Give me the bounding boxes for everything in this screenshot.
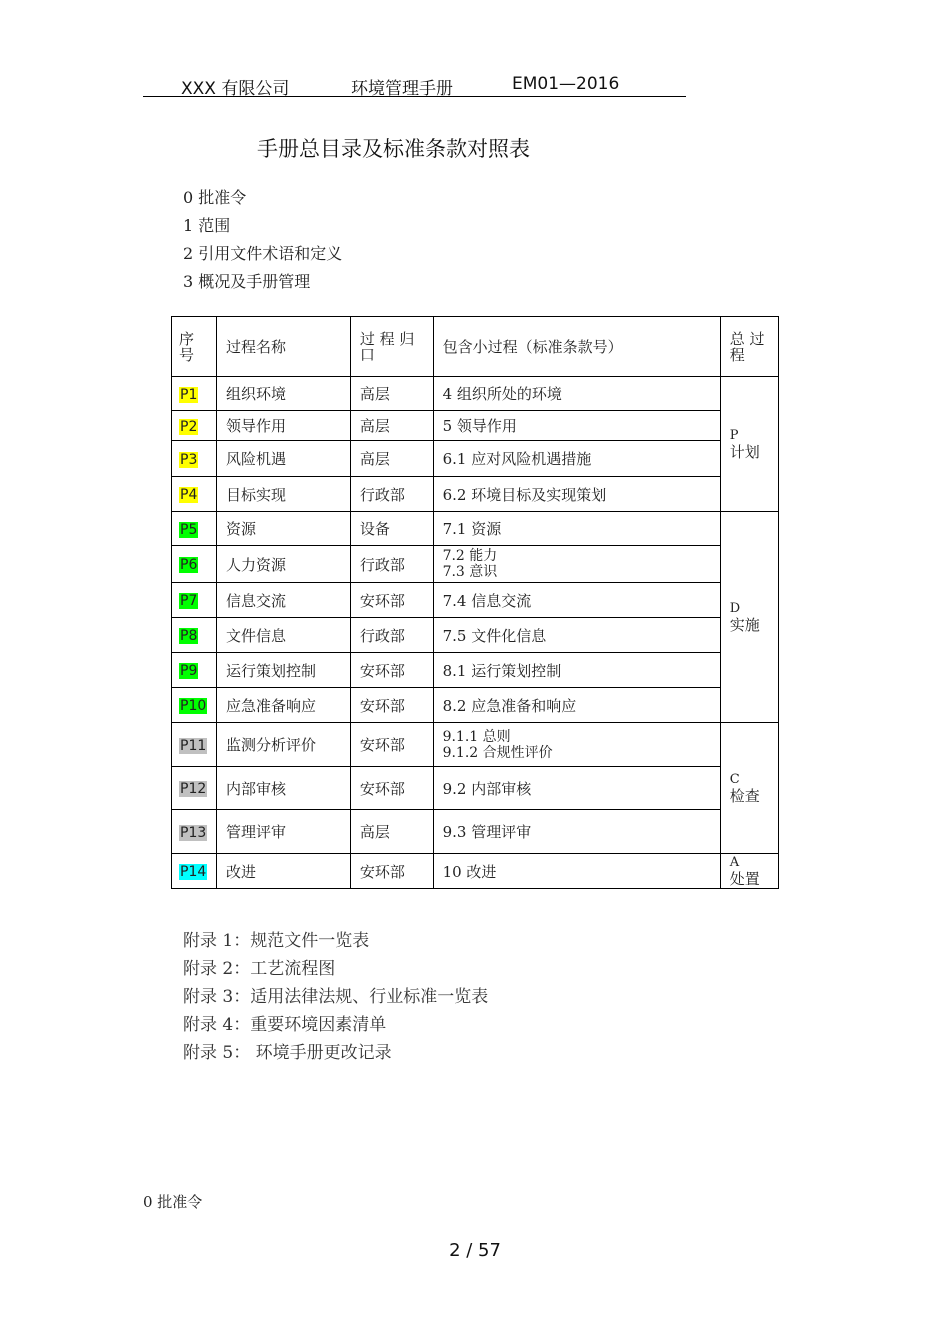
process-num-cell (172, 723, 217, 767)
subprocess-cell (433, 477, 720, 512)
phase-label: 实施 (729, 616, 760, 634)
process-num-cell (172, 411, 217, 441)
subprocess-clause: 5 领导作用 (442, 417, 517, 435)
process-number: P3 (180, 451, 198, 468)
table-row (172, 767, 779, 810)
phase-label: 计划 (729, 443, 760, 461)
table-row (172, 377, 779, 411)
process-num-cell (172, 618, 217, 653)
process-number: P14 (180, 864, 207, 880)
table-row (172, 477, 779, 512)
subprocess-cell (433, 653, 720, 688)
appendix-item: 附录 3：适用法律法规、行业标准一览表 (183, 987, 489, 1007)
table-of-contents (183, 184, 342, 296)
process-num-cell (172, 441, 217, 477)
table-row (172, 512, 779, 546)
process-name: 信息交流 (216, 583, 350, 618)
process-owner: 高层 (350, 810, 433, 854)
section-heading: 0 批准令 (143, 1193, 203, 1211)
toc-item: 3 概况及手册管理 (183, 272, 311, 291)
process-owner: 行政部 (350, 477, 433, 512)
process-number: P12 (180, 781, 207, 797)
subprocess-cell (433, 810, 720, 854)
process-number: P13 (180, 824, 207, 841)
process-number: P11 (180, 737, 207, 754)
phase-label: 处置 (729, 870, 760, 888)
process-name: 领导作用 (216, 411, 350, 441)
page-number: 2 / 57 (449, 1240, 501, 1261)
table-row (172, 441, 779, 477)
subprocess-cell (433, 767, 720, 810)
process-name: 应急准备响应 (216, 688, 350, 723)
phase-cell-D (720, 512, 778, 723)
table-row (172, 688, 779, 723)
subprocess-cell (433, 546, 720, 583)
subprocess-cell (433, 583, 720, 618)
process-num-cell (172, 377, 217, 411)
subprocess-clause: 9.2 内部审核 (442, 779, 532, 798)
col-header-subprocess: 包含小过程（标准条款号） (433, 317, 720, 377)
process-name: 监测分析评价 (216, 723, 350, 767)
table-row (172, 583, 779, 618)
header-company: XXX 有限公司 (181, 79, 290, 99)
table-row (172, 854, 779, 889)
table-row (172, 618, 779, 653)
col-header-owner: 过 程 归口 (350, 317, 433, 377)
phase-code: A (729, 855, 740, 870)
process-num-cell (172, 810, 217, 854)
process-owner: 高层 (350, 441, 433, 477)
document-title: 手册总目录及标准条款对照表 (257, 137, 530, 161)
process-number: P4 (180, 487, 198, 503)
subprocess-clause: 7.4 信息交流 (442, 591, 532, 610)
process-name: 人力资源 (216, 546, 350, 583)
phase-code: P (729, 428, 739, 443)
subprocess-cell (433, 377, 720, 411)
appendix-list (183, 927, 488, 1067)
process-owner: 行政部 (350, 546, 433, 583)
table-row (172, 653, 779, 688)
process-owner: 设备 (350, 512, 433, 546)
process-number: P5 (180, 521, 198, 538)
process-num-cell (172, 767, 217, 810)
subprocess-cell (433, 854, 720, 889)
process-name: 风险机遇 (216, 441, 350, 477)
process-name: 改进 (216, 854, 350, 889)
subprocess-clause: 7.3 意识 (442, 564, 498, 580)
table-header-row (172, 317, 779, 377)
appendix-item: 附录 1：规范文件一览表 (183, 931, 370, 951)
process-name: 内部审核 (216, 767, 350, 810)
phase-cell-C (720, 723, 778, 854)
appendix-item: 附录 4：重要环境因素清单 (183, 1015, 387, 1035)
subprocess-clause: 4 组织所处的环境 (442, 385, 562, 403)
phase-cell-A (720, 854, 778, 889)
col-header-name: 过程名称 (216, 317, 350, 377)
process-owner: 高层 (350, 377, 433, 411)
appendix-item: 附录 5： 环境手册更改记录 (183, 1043, 392, 1063)
subprocess-clause: 8.2 应急准备和响应 (442, 696, 577, 715)
subprocess-clause: 9.1.1 总则 (442, 728, 511, 745)
phase-label: 检查 (729, 787, 760, 805)
col-header-phase: 总 过程 (720, 317, 778, 377)
process-number: P2 (180, 418, 198, 435)
process-number: P6 (180, 557, 198, 573)
toc-item: 1 范围 (183, 216, 231, 235)
subprocess-clause: 7.2 能力 (442, 548, 498, 564)
table-row (172, 546, 779, 583)
process-number: P8 (180, 628, 198, 644)
process-num-cell (172, 546, 217, 583)
process-name: 运行策划控制 (216, 653, 350, 688)
process-owner: 安环部 (350, 653, 433, 688)
subprocess-clause: 10 改进 (442, 862, 497, 881)
process-number: P9 (180, 663, 198, 679)
subprocess-clause: 6.2 环境目标及实现策划 (442, 485, 607, 504)
process-owner: 安环部 (350, 583, 433, 618)
page-header (143, 74, 686, 97)
subprocess-clause: 7.5 文件化信息 (442, 626, 547, 645)
table-row (172, 723, 779, 767)
process-owner: 行政部 (350, 618, 433, 653)
subprocess-clause: 7.1 资源 (442, 520, 502, 538)
phase-cell-P (720, 377, 778, 512)
process-owner: 安环部 (350, 854, 433, 889)
process-name: 组织环境 (216, 377, 350, 411)
table-row (172, 810, 779, 854)
process-num-cell (172, 583, 217, 618)
subprocess-clause: 8.1 运行策划控制 (442, 661, 562, 680)
process-num-cell (172, 688, 217, 723)
process-name: 文件信息 (216, 618, 350, 653)
subprocess-clause: 6.1 应对风险机遇措施 (442, 450, 592, 468)
process-owner: 高层 (350, 411, 433, 441)
subprocess-cell (433, 688, 720, 723)
header-manual-name: 环境管理手册 (351, 79, 453, 99)
toc-item: 2 引用文件术语和定义 (183, 244, 343, 263)
toc-item: 0 批准令 (183, 188, 247, 207)
header-document-code: EM01—2016 (512, 74, 620, 94)
process-name: 资源 (216, 512, 350, 546)
process-owner: 安环部 (350, 767, 433, 810)
subprocess-cell (433, 723, 720, 767)
col-header-num: 序号 (172, 317, 217, 377)
process-num-cell (172, 512, 217, 546)
subprocess-cell (433, 441, 720, 477)
subprocess-cell (433, 618, 720, 653)
process-clause-table (171, 316, 779, 889)
process-number: P10 (180, 698, 207, 714)
subprocess-cell (433, 512, 720, 546)
process-num-cell (172, 477, 217, 512)
subprocess-clause: 9.3 管理评审 (442, 823, 532, 841)
process-name: 目标实现 (216, 477, 350, 512)
process-name: 管理评审 (216, 810, 350, 854)
process-num-cell (172, 653, 217, 688)
phase-code: D (729, 601, 741, 616)
process-owner: 安环部 (350, 688, 433, 723)
process-number: P1 (180, 386, 198, 403)
process-number: P7 (180, 593, 198, 609)
appendix-item: 附录 2：工艺流程图 (183, 959, 336, 979)
subprocess-cell (433, 411, 720, 441)
table-row (172, 411, 779, 441)
process-num-cell (172, 854, 217, 889)
phase-code: C (729, 772, 740, 787)
subprocess-clause: 9.1.2 合规性评价 (442, 744, 553, 761)
process-owner: 安环部 (350, 723, 433, 767)
